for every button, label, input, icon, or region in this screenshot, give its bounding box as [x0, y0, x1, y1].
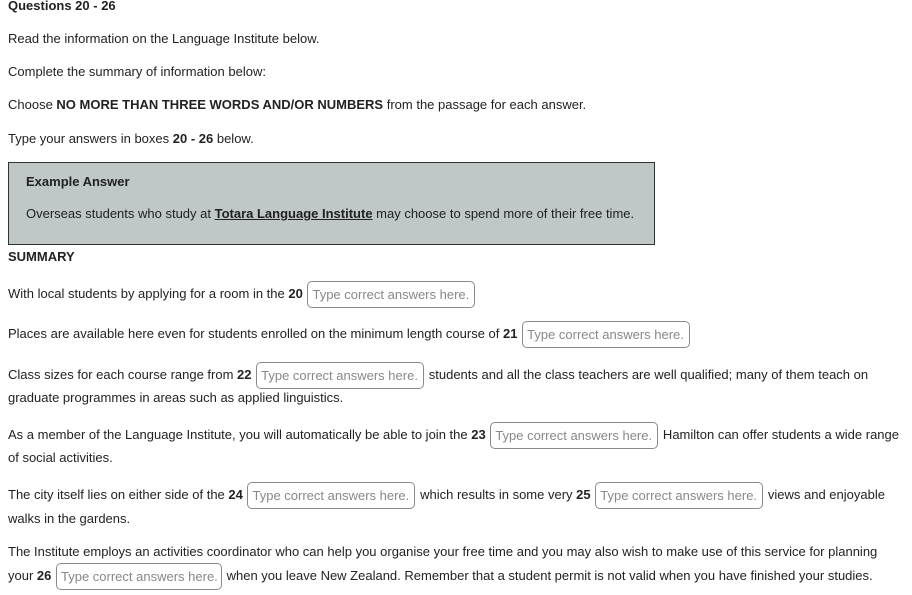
question-number-23: 23 — [471, 427, 486, 442]
sentence-22-text: Class sizes for each course range from — [8, 367, 238, 382]
sentence-25-text-post: views and enjoyable — [764, 487, 885, 502]
sentence-26-line1: The Institute employs an activities coordinator who can help you organise your free time and you may also wish to make use of this service for planning — [8, 544, 878, 559]
instruction-choose-pre: Choose — [8, 97, 57, 112]
instruction-type-range: 20 - 26 — [172, 131, 214, 146]
sentence-23-text-post: Hamilton can offer students a wide range — [659, 427, 899, 442]
question-number-20: 20 — [288, 286, 303, 301]
example-title: Example Answer — [26, 174, 130, 189]
question-number-24: 24 — [228, 487, 243, 502]
answer-input-23[interactable] — [490, 422, 658, 449]
sentence-21-text: Places are available here even for students enrolled on the minimum length course of — [8, 326, 504, 341]
question-number-22: 22 — [237, 367, 252, 382]
instruction-type-pre: Type your answers in boxes — [8, 131, 173, 146]
instruction-choose — [8, 97, 586, 112]
summary-sentence-21 — [8, 320, 691, 348]
instruction-read: Read the information on the Language Institute below. — [8, 31, 320, 46]
sentence-24-text-mid: which results in some very — [416, 487, 577, 502]
instruction-choose-post: from the passage for each answer. — [383, 97, 587, 112]
instruction-complete: Complete the summary of information below: — [8, 64, 266, 79]
answer-input-21[interactable] — [522, 321, 690, 348]
question-number-26: 26 — [36, 568, 52, 583]
summary-sentence-22 — [8, 361, 868, 389]
answer-input-20[interactable] — [307, 281, 475, 308]
summary-sentence-23 — [8, 421, 899, 449]
answer-input-25[interactable] — [595, 482, 763, 509]
question-number-21: 21 — [503, 326, 518, 341]
sentence-24-text: The city itself lies on either side of the — [8, 487, 229, 502]
sentence-22-line2: graduate programmes in areas such as applied linguistics. — [8, 390, 344, 405]
instruction-type-post: below. — [213, 131, 254, 146]
sentence-26-text-post: when you leave New Zealand. Remember that a student permit is not valid when you have finished your studies. — [223, 568, 873, 583]
example-answer-box — [8, 162, 655, 245]
sentence-20-text: With local students by applying for a room in the — [8, 286, 289, 301]
example-text-pre: Overseas students who study at — [26, 206, 215, 221]
answer-input-26[interactable] — [56, 563, 222, 590]
answer-input-24[interactable] — [247, 482, 415, 509]
example-text — [26, 206, 634, 221]
sentence-23-line2: of social activities. — [8, 450, 113, 465]
example-answer: Totara Language Institute — [214, 206, 373, 221]
example-text-post: may choose to spend more of their free time. — [372, 206, 635, 221]
sentence-23-text: As a member of the Language Institute, you will automatically be able to join the — [8, 427, 472, 442]
sentence-22-text-post: students and all the class teachers are well qualified; many of them teach on — [425, 367, 869, 382]
summary-title: SUMMARY — [8, 249, 75, 264]
instruction-type — [8, 131, 254, 146]
questions-heading: Questions 20 - 26 — [8, 0, 116, 13]
answer-input-22[interactable] — [256, 362, 424, 389]
summary-sentence-24-25 — [8, 481, 885, 509]
instruction-choose-limit: NO MORE THAN THREE WORDS AND/OR NUMBERS — [56, 97, 384, 112]
sentence-25-line2: walks in the gardens. — [8, 511, 131, 526]
sentence-26-text: your — [8, 568, 37, 583]
question-number-25: 25 — [576, 487, 591, 502]
summary-sentence-20 — [8, 280, 476, 308]
summary-sentence-26 — [8, 562, 873, 590]
